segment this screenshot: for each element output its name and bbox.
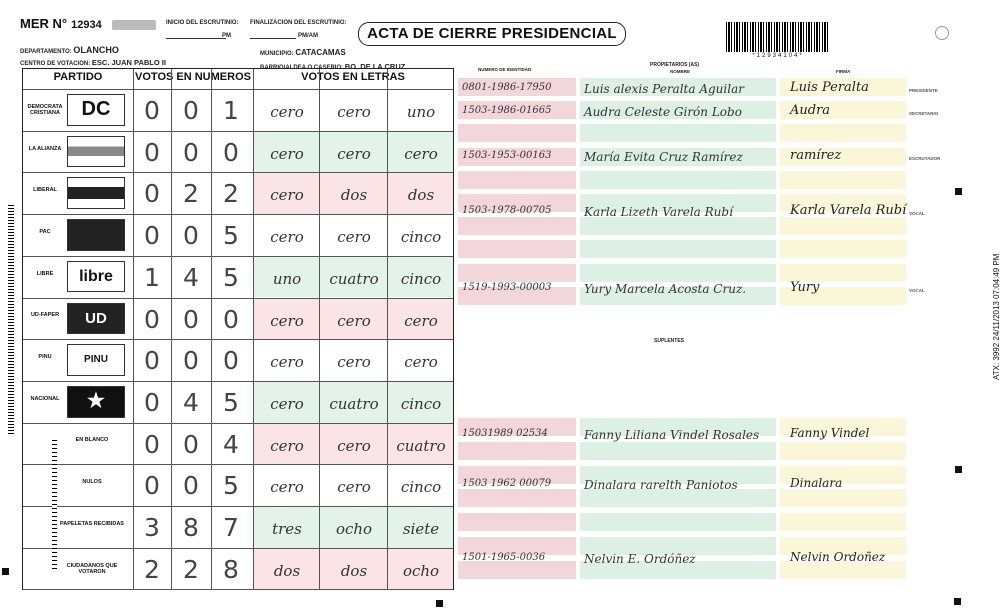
- table-column-line: [171, 69, 172, 589]
- suplente-signature: Dinalara: [790, 476, 843, 490]
- party-name: PAPELETAS RECIBIDAS: [60, 520, 124, 527]
- municipio-value: CATACAMAS: [295, 48, 346, 57]
- vote-word: cero: [337, 478, 371, 497]
- side-barcode: [8, 205, 14, 435]
- form-cell: [458, 489, 576, 507]
- departamento-value: OLANCHO: [73, 45, 119, 55]
- finalizacion-label: FINALIZACION DEL ESCRUTINIO:: [250, 20, 347, 26]
- propietario-signature: ramírez: [790, 148, 842, 163]
- tse-logo: [112, 20, 156, 30]
- municipio-label: MUNICIPIO:: [260, 51, 294, 57]
- party-name: PAC: [39, 228, 51, 235]
- firma-label: FIRMA: [836, 69, 851, 74]
- vote-digit: 0: [144, 387, 160, 417]
- vote-word: cero: [270, 478, 304, 497]
- inicio-label: INICIO DEL ESCRUTINIO:: [166, 20, 239, 26]
- numero-identidad-label: NUMERO DE IDENTIDAD: [478, 67, 532, 72]
- registration-mark: [954, 598, 961, 605]
- vote-word: cuatro: [396, 436, 446, 455]
- vote-word: cero: [270, 353, 304, 372]
- vote-word: cinco: [400, 269, 442, 288]
- vote-digit: 0: [223, 304, 239, 334]
- vote-digit: 2: [223, 179, 239, 209]
- table-header-line: [23, 89, 453, 90]
- vote-word: tres: [272, 520, 302, 538]
- role-label: VOCAL: [909, 288, 925, 293]
- form-cell: [580, 442, 776, 460]
- vote-digit: 0: [144, 346, 160, 376]
- party-name: DEMOCRATA CRISTIANA: [27, 103, 63, 116]
- municipio-field: [260, 48, 346, 57]
- vote-digit: 7: [223, 513, 239, 542]
- vote-digit: 2: [183, 554, 199, 584]
- vote-word: uno: [272, 269, 302, 288]
- party-logo: [67, 136, 125, 168]
- vote-word: cero: [337, 103, 371, 121]
- suplente-id: 1501-1965-0036: [462, 552, 546, 563]
- vote-word: cero: [270, 311, 304, 330]
- pm-label: PM: [222, 33, 231, 39]
- vote-digit: 4: [183, 387, 199, 417]
- vote-digit: 2: [144, 554, 160, 584]
- vote-digit: 0: [144, 429, 160, 459]
- party-logo: [67, 219, 125, 251]
- vote-word: cero: [270, 144, 304, 163]
- vote-word: cero: [270, 394, 304, 413]
- vote-word: dos: [273, 561, 301, 580]
- propietario-name: Karla Lizeth Varela Rubí: [584, 205, 733, 219]
- party-name: CIUDADANOS QUE VOTARON: [66, 562, 118, 575]
- table-column-line: [253, 69, 254, 589]
- vote-digit: 0: [183, 429, 199, 459]
- form-cell: [580, 124, 776, 142]
- form-cell: [458, 264, 576, 282]
- party-logo: PINU: [67, 344, 125, 376]
- vote-digit: 0: [144, 221, 160, 251]
- vote-digit: 0: [183, 137, 199, 167]
- role-label: ESCRUTADOR: [909, 156, 941, 161]
- party-name: LA ALIANZA: [28, 145, 62, 152]
- barrio-label: BARRIO/ALDEA O CASERIO:: [260, 65, 344, 71]
- registration-mark: [955, 188, 962, 195]
- vote-word: cero: [337, 228, 371, 247]
- party-logo: [67, 177, 125, 209]
- inicio-line: [166, 38, 226, 39]
- vote-digit: 0: [144, 96, 160, 125]
- form-cell: [580, 489, 776, 507]
- form-cell: [458, 240, 576, 258]
- vote-word: cero: [270, 103, 304, 121]
- registration-mark: [955, 466, 962, 473]
- vote-digit: 8: [223, 554, 239, 584]
- vote-digit: 2: [183, 179, 199, 209]
- registration-mark: [2, 568, 9, 575]
- form-cell: [458, 442, 576, 460]
- propietarios-label: PROPIETARIOS (AS): [650, 62, 700, 68]
- vote-digit: 1: [223, 96, 239, 125]
- col-partido: PARTIDO: [53, 71, 103, 83]
- form-cell: [780, 264, 906, 282]
- form-cell: [780, 240, 906, 258]
- form-cell: [458, 171, 576, 189]
- form-cell: [780, 124, 906, 142]
- vote-digit: 0: [183, 471, 199, 501]
- vote-digit: 0: [183, 96, 199, 125]
- party-logo: libre: [67, 261, 125, 293]
- suplente-name: Nelvin E. Ordóñez: [584, 552, 696, 566]
- table-column-line: [387, 69, 388, 589]
- propietario-id: 1519-1993-00003: [462, 282, 552, 293]
- vote-digit: 5: [223, 471, 239, 501]
- propietario-signature: Yury: [790, 280, 820, 295]
- vote-word: dos: [340, 186, 368, 205]
- barcode: [726, 22, 830, 52]
- vote-digit: 5: [223, 262, 239, 292]
- form-cell: [780, 171, 906, 189]
- vote-digit: 3: [144, 513, 160, 542]
- role-label: SECRETARIO: [909, 111, 939, 116]
- col-votos-letras: VOTOS EN LETRAS: [301, 71, 405, 83]
- role-label: VOCAL: [909, 211, 925, 216]
- vote-digit: 4: [183, 262, 199, 292]
- table-column-line: [211, 69, 212, 589]
- form-cell: [780, 513, 906, 531]
- propietario-name: Yury Marcela Acosta Cruz.: [584, 282, 747, 296]
- party-name: PINU: [38, 354, 52, 361]
- mer-label: MER N°: [20, 16, 68, 31]
- vote-digit: 5: [223, 387, 239, 417]
- barcode-number: *12934104*: [752, 53, 804, 59]
- votes-table: [22, 68, 454, 590]
- party-logo: ★: [67, 386, 125, 418]
- propietario-signature: Luis Peralta: [790, 80, 869, 95]
- suplente-id: 15031989 02534: [462, 428, 548, 439]
- vote-word: ocho: [335, 520, 373, 538]
- vote-digit: 0: [223, 346, 239, 376]
- suplente-signature: Fanny Vindel: [790, 426, 870, 440]
- vote-word: cinco: [400, 394, 442, 413]
- propietario-id: 1503-1953-00163: [462, 150, 552, 161]
- vote-word: cero: [337, 436, 371, 455]
- vote-word: cero: [270, 186, 304, 205]
- propietario-id: 1503-1978-00705: [462, 205, 552, 216]
- vote-word: uno: [406, 103, 436, 121]
- vote-word: cero: [404, 353, 438, 372]
- departamento-field: [20, 45, 119, 55]
- propietario-id: 1503-1986-01665: [462, 105, 552, 116]
- form-cell: [580, 217, 776, 235]
- party-name: LIBERAL: [33, 187, 57, 194]
- party-name: NACIONAL: [30, 395, 60, 402]
- vote-digit: 0: [223, 137, 239, 167]
- vote-digit: 8: [183, 513, 199, 542]
- vote-word: ocho: [402, 561, 440, 580]
- vote-word: cinco: [400, 478, 442, 497]
- mer-number-value: 12934: [71, 19, 102, 31]
- centro-field: [20, 58, 166, 67]
- propietario-name: María Evita Cruz Ramírez: [584, 150, 743, 164]
- barrio-value: BO. DE LA CRUZ: [344, 62, 406, 71]
- party-name: LIBRE: [36, 270, 54, 277]
- transmission-stamp: ATX: 3992 24/11/2013 07:04:49 PM: [992, 253, 1001, 380]
- vote-digit: 0: [144, 304, 160, 334]
- pmam-label: PM/AM: [298, 33, 318, 39]
- vote-word: cero: [404, 144, 438, 163]
- form-cell: [780, 217, 906, 235]
- propietario-id: 0801-1986-17950: [462, 82, 552, 93]
- registration-mark: [436, 600, 443, 607]
- vote-word: cero: [270, 436, 304, 455]
- suplente-name: Dinalara rarelth Paniotos: [584, 478, 738, 492]
- suplentes-label: SUPLENTES: [654, 338, 685, 344]
- vote-digit: 0: [183, 304, 199, 334]
- vote-word: cinco: [400, 228, 442, 247]
- vote-word: cuatro: [329, 394, 379, 413]
- form-cell: [580, 171, 776, 189]
- table-column-line: [133, 69, 134, 589]
- role-label: PRESIDENTE: [909, 88, 938, 93]
- form-cell: [458, 561, 576, 579]
- side-barcode-lower: [52, 440, 57, 570]
- propietario-signature: Karla Varela Rubí: [790, 203, 907, 218]
- form-cell: [580, 264, 776, 282]
- party-name: UD-FAPER: [30, 312, 60, 319]
- party-logo: DC: [67, 94, 125, 126]
- vote-word: cero: [337, 311, 371, 330]
- propietario-name: Luis alexis Peralta Aguilar: [584, 82, 744, 96]
- document-title: ACTA DE CIERRE PRESIDENCIAL: [358, 22, 626, 46]
- party-name: NULOS: [82, 479, 102, 486]
- table-row-line: [23, 589, 453, 590]
- vote-word: dos: [407, 186, 435, 205]
- centro-label: CENTRO DE VOTACION:: [20, 61, 91, 67]
- form-cell: [458, 217, 576, 235]
- vote-word: cuatro: [329, 269, 379, 288]
- suplente-id: 1503 1962 00079: [462, 478, 552, 489]
- form-cell: [780, 442, 906, 460]
- vote-digit: 1: [144, 262, 160, 292]
- form-cell: [780, 489, 906, 507]
- form-cell: [580, 240, 776, 258]
- vote-word: cero: [337, 144, 371, 163]
- propietario-name: Audra Celeste Girón Lobo: [584, 105, 742, 119]
- vote-digit: 5: [223, 221, 239, 251]
- vote-digit: 0: [183, 221, 199, 251]
- departamento-label: DEPARTAMENTO:: [20, 49, 72, 55]
- vote-word: cero: [270, 228, 304, 247]
- col-votos-numeros: VOTOS EN NUMEROS: [135, 71, 251, 83]
- suplente-name: Fanny Liliana Vindel Rosales: [584, 428, 760, 442]
- vote-word: dos: [340, 561, 368, 580]
- vote-digit: 0: [144, 137, 160, 167]
- vote-word: cero: [404, 311, 438, 330]
- form-cell: [458, 513, 576, 531]
- vote-word: siete: [402, 520, 440, 538]
- party-logo: UD: [67, 303, 125, 335]
- suplente-signature: Nelvin Ordoñez: [790, 550, 886, 564]
- centro-value: ESC. JUAN PABLO II: [91, 58, 166, 67]
- party-name: EN BLANCO: [75, 437, 109, 444]
- registration-circle: [935, 26, 949, 40]
- vote-digit: 0: [144, 179, 160, 209]
- form-cell: [580, 513, 776, 531]
- nombre-label: NOMBRE: [670, 69, 690, 74]
- vote-word: cero: [337, 353, 371, 372]
- table-column-line: [319, 69, 320, 589]
- vote-digit: 0: [144, 471, 160, 501]
- mer-number: [20, 16, 102, 31]
- form-cell: [458, 124, 576, 142]
- finalizacion-line: [250, 38, 296, 39]
- vote-digit: 0: [183, 346, 199, 376]
- vote-digit: 4: [223, 429, 239, 459]
- propietario-signature: Audra: [790, 103, 831, 118]
